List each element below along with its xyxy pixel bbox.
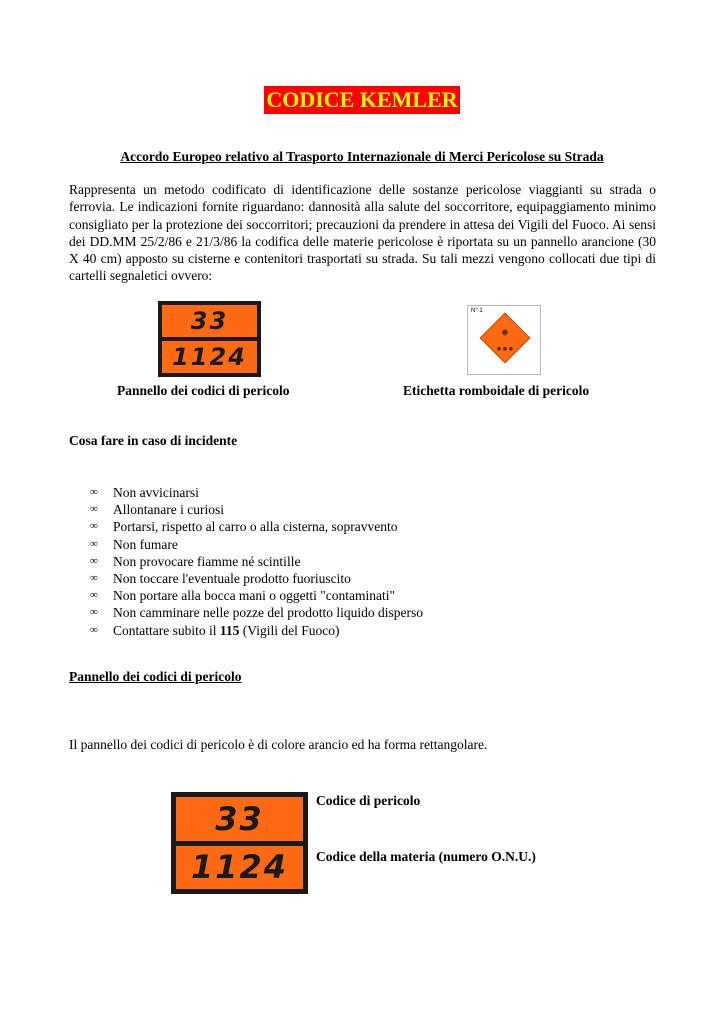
diamond-label-image [467,305,541,375]
list-item: ∞ Non camminare nelle pozze del prodotto liquido disperso [90,605,424,621]
bullet-icon: ∞ [90,554,98,567]
bullet-icon: ∞ [90,503,98,516]
hazard-code: 33 [176,797,303,846]
bullet-icon: ∞ [90,537,98,550]
title-wrapper [0,86,724,114]
hazard-panel-large-image [171,792,308,894]
label-hazard-code: Codice di pericolo [316,793,421,808]
caption-panel: Pannello dei codici di pericolo [117,383,290,398]
panel-description: Il pannello dei codici di pericolo è di colore arancio ed ha forma rettangolare. [69,737,488,752]
bullet-icon: ∞ [90,606,98,619]
list-item: ∞ Allontanare i curiosi [90,502,224,518]
label-number: N° 1 [471,308,483,314]
label-un-number: Codice della materia (numero O.N.U.) [316,849,536,864]
list-item: ∞ Contattare subito il 115 (Vigili del Fuoco) [90,622,340,638]
list-item: ∞ Non avvicinarsi [90,485,199,500]
dots-icon: ● ● ● [496,346,514,352]
list-item: ∞ Non portare alla bocca mani o oggetti "contaminati" [90,588,396,604]
caption-label: Etichetta romboidale di pericolo [403,383,590,398]
bullet-icon: ∞ [90,486,98,498]
list-item: ∞ Non toccare l'eventuale prodotto fuoriuscito [90,570,351,586]
list-item: ∞ Non fumare [90,536,178,552]
incident-list [90,484,423,639]
incident-heading: Cosa fare in caso di incidente [69,433,238,448]
explosion-icon: ✸ [500,328,510,339]
hazard-panel-image [158,301,261,377]
bullet-icon: ∞ [90,623,98,636]
bullet-icon: ∞ [90,571,98,584]
panel-section-heading: Pannello dei codici di pericolo [69,669,242,684]
bullet-icon: ∞ [90,520,98,533]
document-subtitle: Accordo Europeo relativo al Trasporto Internazionale di Merci Pericolose su Strada [120,149,604,164]
un-number: 1124 [190,848,289,887]
bullet-icon: ∞ [90,589,98,602]
un-number: 1124 [172,343,247,371]
emergency-number: 115 [219,622,240,638]
list-item: ∞ Non provocare fiamme né scintille [90,553,301,569]
intro-paragraph: Rappresenta un metodo codificato di identificazione delle sostanze pericolose viaggianti su strada o ferrovia. Le indicazioni fornite riguardano: dannosità alla salute del soccorritore, equipaggiamento minimo consigliato per la protezione dei soccorritori; precauzioni da prendere in attesa dei Vigili del Fuoco. Ai sensi dei DD.MM 25/2/86 e 21/3/86 la codifica delle materie pericolose è riportata su un pannello arancione (30 X 40 cm) apposto su cisterne e contenitori trasportati su strada. Su tali mezzi vengono collocati due tipi di cartelli segnaletici ovvero: [69,182,656,284]
document-title: CODICE KEMLER [266,87,458,112]
hazard-code: 33 [162,305,257,341]
list-item: ∞ Portarsi, rispetto al carro o alla cisterna, sopravvento [90,519,398,535]
